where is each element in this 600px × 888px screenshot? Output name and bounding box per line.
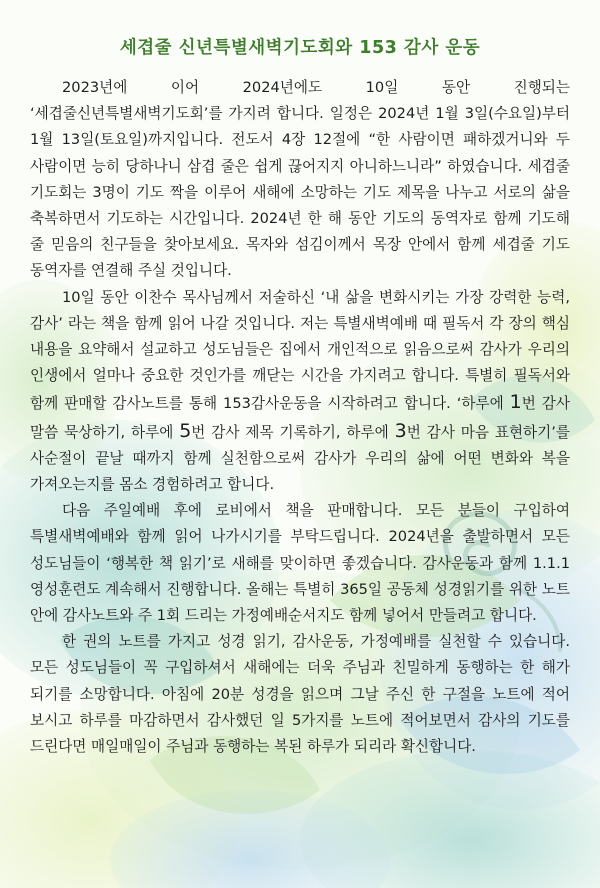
document-title: 세겹줄 신년특별새벽기도회와 153 감사 운동 — [119, 38, 481, 58]
paragraph-1: 2023년에 이어 2024년에도 10일 동안 진행되는 ‘세겹줄신년특별새벽기도회’를 가지려 합니다. 일정은 2024년 1월 3일(수요일)부터 1월 13일(토요일)까지입니다. 전도서 4장 12절에 “한 사람이면 패하겠거니와 두 사람이면 능히 당하나니 삼겹 줄은 쉽게 끊어지지 아니하느니라” 하였습니다. 세겹줄 기도회는 3명이 기도 짝을 이루어 새해에 소망하는 기도 제목을 나누고 서로의 삶을 축복하면서 기도하는 시간입니다. 2024년 한 해 동안 기도의 동역자로 함께 기도해 줄 믿음의 친구들을 찾아보세요. 목자와 섬김이께서 목장 안에서 함께 세겹줄 기도 동역자를 연결해 주실 것입니다. — [30, 79, 570, 280]
paragraph-2-text: 10일 동안 이찬수 목사님께서 저술하신 ‘내 삶을 변화시키는 가장 강력한 능력, 감사’ 라는 책을 함께 읽어 나갈 것입니다. 저는 특별새벽예배 때 필독서 각 장의 핵심 내용을 요약해서 설교하고 성도님들은 집에서 개인적으로 읽음으로써 감사가 우리의 인생에서 얼마나 중요한 것인가를 깨닫는 시간을 가지려고 합니다. 특별히 필독서와 함께 판매할 감사노트를 통해 153감사운동을 시작하려고 합니다. ‘하루에 — [30, 288, 570, 413]
emphasis-number-5: 5 — [179, 419, 192, 442]
paragraph-2-text: 번 감사 제목 기록하기, 하루에 — [191, 423, 395, 441]
emphasis-number-3: 3 — [394, 419, 407, 442]
paragraph-4: 한 권의 노트를 가지고 성경 읽기, 감사운동, 가정예배를 실천할 수 있습니다. 모든 성도님들이 꼭 구입하셔서 새해에는 더욱 주님과 친밀하게 동행하는 한 해가 되기를 소망합니다. 아침에 20분 성경을 읽으며 그날 주신 한 구절을 노트에 적어 보시고 하루를 마감하면서 감사했던 일 5가지를 노트에 적어보면서 감사의 기도를 드린다면 매일매일이 주님과 동행하는 복된 하루가 되리라 확신합니다. — [30, 633, 570, 756]
paragraph-2-text: 번 감사 말씀 묵상하기, 하루에 — [30, 395, 570, 441]
paragraph-3: 다음 주일예배 후에 로비에서 책을 판매합니다. 모든 분들이 구입하여 특별새벽예배와 함께 읽어 나가시기를 부탁드립니다. 2024년을 출발하면서 모든 성도님들이 ‘행복한 책 읽기’로 새해를 맞이하면 좋겠습니다. 감사운동과 함께 1.1.1 영성훈련도 계속해서 진행합니다. 올해는 특별히 365일 공동체 성경읽기를 위한 노트 안에 감사노트와 주 1회 드리는 가정예배순서지도 함께 넣어서 만들려고 합니다. — [30, 502, 570, 625]
paragraph-2 — [30, 285, 570, 499]
paragraph-2-text: 번 감사 마음 표현하기’를 사순절이 끝날 때까지 함께 실천함으로써 감사가 우리의 삶에 어떤 변화와 복을 가져오는지를 몸소 경험하려고 합니다. — [30, 423, 570, 494]
emphasis-number-1: 1 — [509, 391, 522, 414]
